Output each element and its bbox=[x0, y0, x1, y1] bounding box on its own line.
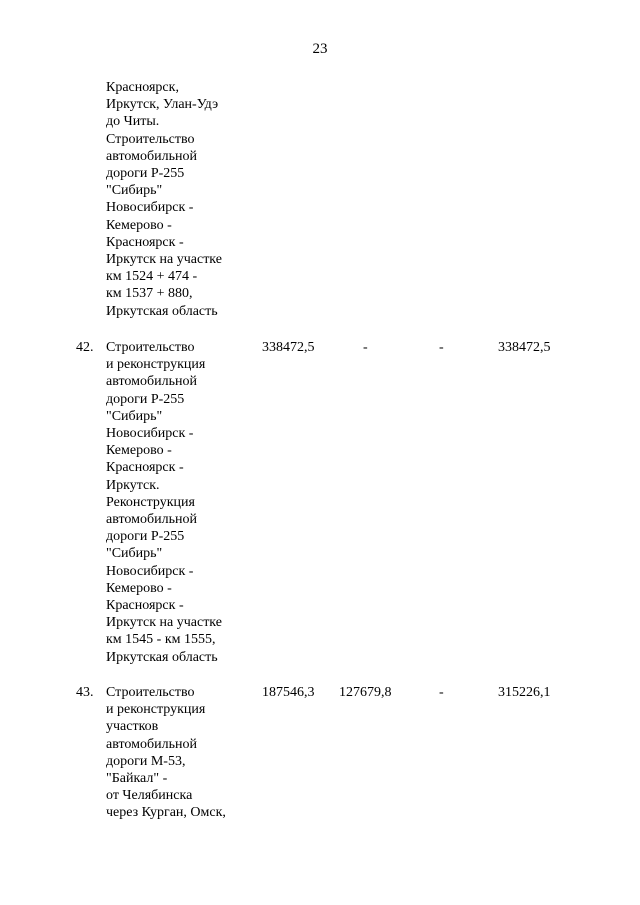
row-description bbox=[106, 684, 226, 822]
description-line: дороги Р-255 bbox=[106, 391, 185, 407]
row-description bbox=[106, 339, 222, 666]
description-line: "Байкал" - bbox=[106, 771, 168, 787]
description-line: км 1524 + 474 - bbox=[106, 269, 198, 285]
description-line: км 1545 - км 1555, bbox=[106, 632, 216, 648]
description-line: Красноярск, bbox=[106, 80, 179, 95]
value-cell: 187546,3 bbox=[262, 685, 315, 700]
row-number: 43. bbox=[76, 685, 94, 700]
description-line: и реконструкция bbox=[106, 702, 206, 718]
description-line: дороги Р-255 bbox=[106, 166, 185, 182]
description-line: Иркутск. bbox=[106, 477, 160, 493]
description-line: дороги М-53, bbox=[106, 753, 186, 769]
description-line: Красноярск - bbox=[106, 460, 184, 476]
description-line: Новосибирск - bbox=[106, 200, 194, 216]
value-cell: - bbox=[439, 340, 444, 355]
description-line: Кемерово - bbox=[106, 217, 172, 233]
description-line: автомобильной bbox=[106, 736, 197, 752]
continued-row-description bbox=[106, 79, 222, 320]
description-line: Иркутская область bbox=[106, 303, 218, 319]
description-line: "Сибирь" bbox=[106, 546, 163, 562]
description-line: Иркутск, Улан-Удэ bbox=[106, 97, 219, 113]
description-line: через Курган, Омск, bbox=[106, 805, 226, 821]
description-line: участков bbox=[106, 719, 159, 735]
description-line: Иркутская область bbox=[106, 649, 218, 665]
description-line: Реконструкция bbox=[106, 494, 195, 510]
value-cell: - bbox=[363, 340, 368, 355]
description-line: автомобильной bbox=[106, 148, 197, 164]
description-line: Строительство bbox=[106, 131, 195, 147]
description-line: Кемерово - bbox=[106, 443, 172, 459]
row-number: 42. bbox=[76, 340, 94, 355]
total-cell: 315226,1 bbox=[498, 685, 551, 700]
description-line: и реконструкция bbox=[106, 357, 206, 373]
description-line: Иркутск на участке bbox=[106, 615, 222, 631]
description-line: "Сибирь" bbox=[106, 408, 163, 424]
description-line: км 1537 + 880, bbox=[106, 286, 193, 302]
description-line: от Челябинска bbox=[106, 788, 193, 804]
description-line: дороги Р-255 bbox=[106, 529, 185, 545]
page-number: 23 bbox=[312, 41, 328, 57]
value-cell: 127679,8 bbox=[339, 685, 392, 700]
value-cell: - bbox=[439, 685, 444, 700]
description-line: автомобильной bbox=[106, 374, 197, 390]
value-cell: 338472,5 bbox=[262, 340, 315, 355]
description-line: Строительство bbox=[106, 685, 195, 700]
description-line: "Сибирь" bbox=[106, 183, 163, 199]
total-cell: 338472,5 bbox=[498, 340, 551, 355]
description-line: Новосибирск - bbox=[106, 426, 194, 442]
description-line: Новосибирск - bbox=[106, 563, 194, 579]
description-line: Красноярск - bbox=[106, 234, 184, 250]
description-line: до Читы. bbox=[106, 114, 160, 130]
description-line: Иркутск на участке bbox=[106, 252, 222, 268]
description-line: Кемерово - bbox=[106, 580, 172, 596]
description-line: Строительство bbox=[106, 340, 195, 355]
description-line: автомобильной bbox=[106, 512, 197, 528]
description-line: Красноярск - bbox=[106, 598, 184, 614]
